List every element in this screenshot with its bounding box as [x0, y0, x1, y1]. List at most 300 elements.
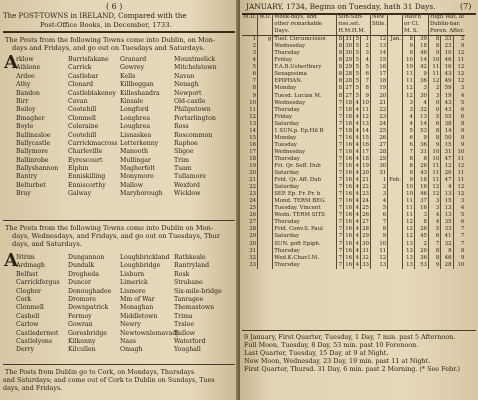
- calendar-cell: 30: [414, 93, 428, 100]
- calendar-cell: 11: [453, 156, 465, 163]
- calendar-cell: 29: [345, 64, 353, 71]
- calendar-cell: 12: [402, 233, 414, 240]
- calendar-cell: 9: [453, 135, 465, 142]
- town-name: Goresbridge: [68, 329, 107, 337]
- town-column: [68, 56, 118, 199]
- divider: [3, 220, 235, 221]
- calendar-cell: 3: [252, 50, 257, 57]
- town-name: Rantryland: [174, 262, 210, 270]
- calendar-cell: 3: [414, 85, 428, 92]
- calendar-cell: [258, 107, 273, 114]
- header-cell: Dublin-bar.: [428, 21, 465, 28]
- header-cell: M. S.: [402, 28, 428, 36]
- calendar-cell: 5: [354, 64, 361, 71]
- calendar-cell: 29: [362, 233, 369, 240]
- town-column: [174, 254, 222, 355]
- calendar-row: [242, 50, 465, 57]
- calendar-cell: 5: [428, 226, 440, 233]
- calendar-cell: 10: [370, 241, 387, 248]
- calendar-cell: 46: [414, 191, 428, 198]
- calendar-cell: EPIPHAN.: [273, 78, 337, 85]
- calendar-cell: 30: [362, 240, 369, 247]
- calendar-cell: 55: [441, 114, 453, 121]
- header-cell: [388, 28, 403, 36]
- header-cell: Watch: [402, 14, 428, 21]
- calendar-cell: [258, 85, 273, 92]
- town-name: Cashell: [16, 312, 40, 320]
- town-name: rklow: [16, 56, 34, 63]
- calendar-cell: Tuef. Circumcision: [273, 36, 337, 44]
- town-name: Strabane: [174, 279, 203, 287]
- calendar-cell: 4: [354, 149, 361, 156]
- calendar-cell: 4: [354, 191, 361, 198]
- calendar-cell: 8: [428, 43, 440, 50]
- town-name: Navan: [174, 72, 195, 80]
- calendar-cell: 16: [249, 141, 257, 148]
- calendar-cell: [388, 248, 403, 255]
- calendar-cell: 13: [370, 262, 387, 269]
- header-cell: New: [370, 14, 387, 21]
- calendar-cell: 7: [337, 262, 344, 269]
- calendar-cell: 28: [362, 226, 369, 233]
- calendar-cell: [388, 93, 403, 100]
- calendar-cell: 14: [441, 128, 453, 135]
- calendar-cell: 7: [337, 163, 344, 170]
- calendar-cell: 49: [441, 78, 453, 85]
- calendar-cell: [388, 156, 403, 163]
- calendar-cell: 27: [370, 142, 387, 149]
- footer-line: days, and Fridays.: [3, 384, 63, 392]
- calendar-cell: 5: [252, 64, 257, 71]
- calendar-cell: 10: [428, 156, 440, 163]
- calendar-cell: 7: [337, 212, 344, 219]
- calendar-cell: 8: [441, 248, 453, 255]
- calendar-cell: 15: [370, 57, 387, 64]
- town-name: Dromore: [68, 295, 96, 303]
- calendar-cell: 22: [362, 184, 369, 191]
- intro-paragraph-line: days and Fridays, and go out on Tuesdays and Saturdays.: [12, 44, 205, 52]
- calendar-cell: [258, 163, 273, 170]
- calendar-cell: 47: [441, 177, 453, 184]
- calendar-row: [242, 107, 465, 114]
- calendar-cell: 8: [370, 226, 387, 233]
- drop-cap: A: [4, 250, 18, 271]
- calendar-cell: 6: [428, 233, 440, 240]
- calendar-cell: 8: [402, 36, 414, 44]
- calendar-row: [242, 163, 465, 170]
- town-name: Donoughadee: [68, 287, 112, 295]
- calendar-cell: 15: [362, 134, 369, 141]
- calendar-cell: 13: [441, 205, 453, 212]
- calendar-cell: 27: [362, 219, 369, 226]
- header-cell: [388, 21, 403, 28]
- calendar-cell: 23: [362, 191, 369, 198]
- calendar-cell: 16: [345, 184, 353, 191]
- town-name: Clonmell: [68, 114, 96, 122]
- calendar-cell: 24: [370, 121, 387, 128]
- calendar-cell: 3: [428, 205, 440, 212]
- town-name: Newport: [174, 89, 202, 97]
- calendar-cell: [388, 198, 403, 205]
- calendar-cell: 11: [370, 248, 387, 255]
- calendar-cell: 13: [441, 191, 453, 198]
- calendar-cell: [388, 114, 403, 121]
- town-name: Letterkenny: [120, 139, 159, 147]
- calendar-cell: 11: [428, 71, 440, 78]
- town-name: Youghall: [174, 346, 201, 354]
- town-name: Ardee: [16, 72, 35, 80]
- town-column: [120, 254, 180, 355]
- calendar-cell: 7: [252, 78, 257, 85]
- header-cell: H.M.H.M.: [337, 28, 371, 36]
- calendar-cell: 7: [337, 107, 344, 114]
- calendar-cell: 8: [337, 50, 344, 57]
- calendar-row: [242, 191, 465, 198]
- town-name: Carrickmacross: [68, 139, 118, 147]
- town-name: Mitchelstown: [174, 64, 217, 72]
- calendar-cell: [258, 205, 273, 212]
- calendar-cell: 4: [354, 163, 361, 170]
- calendar-row: [242, 64, 465, 71]
- calendar-cell: 4: [354, 226, 361, 233]
- calendar-cell: 28: [345, 71, 353, 78]
- moon-phase-line: Last Quarter, Tuesday, 15 Day, at 9 at Night.: [244, 349, 389, 357]
- calendar-cell: 7: [337, 198, 344, 205]
- town-name: Wicklow: [174, 190, 201, 198]
- calendar-cell: 7: [428, 241, 440, 248]
- footer-line: The Posts from Dublin go to Cork, on Mondays, Thursdays: [5, 368, 195, 376]
- calendar-row: [242, 226, 465, 233]
- calendar-cell: 4: [354, 184, 361, 191]
- calendar-cell: SEP. Ep. Fr. Pr. b: [273, 191, 337, 198]
- town-name: Downpatrick: [68, 304, 109, 312]
- calendar-cell: 4: [354, 135, 361, 142]
- calendar-cell: 5: [370, 205, 387, 212]
- header-cell: [258, 21, 273, 28]
- calendar-cell: Monday: [273, 135, 337, 142]
- calendar-cell: 45: [414, 233, 428, 240]
- calendar-row: [242, 71, 465, 78]
- calendar-cell: 4: [354, 212, 361, 219]
- calendar-cell: 27: [345, 92, 353, 99]
- calendar-cell: [258, 191, 273, 198]
- town-name: Enniskilling: [68, 173, 106, 181]
- calendar-cell: 4: [354, 248, 361, 255]
- calendar-cell: [388, 205, 403, 212]
- calendar-cell: 33: [441, 226, 453, 233]
- header-cell: [242, 21, 258, 28]
- header-cell: [388, 14, 403, 21]
- town-name: Castleblakeney: [68, 89, 116, 97]
- calendar-title: JANUARY, 1734, Begins on Tuesday, hath 31 Days.: [246, 2, 436, 11]
- calendar-cell: 2: [414, 241, 428, 248]
- calendar-cell: 18: [345, 120, 353, 127]
- calendar-cell: Saturday: [273, 170, 337, 177]
- moon-phase-line: Full Moon, Tuesday, 8 Day, 53 min. past 10 Forenoon.: [244, 341, 419, 349]
- calendar-cell: Saturday: [273, 121, 337, 128]
- calendar-cell: 7: [337, 248, 344, 255]
- calendar-cell: 11: [428, 163, 440, 170]
- calendar-cell: [388, 64, 403, 71]
- calendar-cell: [388, 233, 403, 240]
- town-name: Cootehill: [68, 131, 97, 139]
- town-name: Longhrea: [120, 114, 151, 122]
- town-name: Nenagh: [174, 81, 199, 89]
- moon-phase-line: 9 January, First Quarter, Tuesday, 1 Day, 7 min. past 5 Afternoon.: [244, 333, 456, 341]
- calendar-cell: [258, 156, 273, 163]
- calendar-cell: 23: [370, 114, 387, 121]
- town-name: Monaghan: [120, 304, 154, 312]
- calendar-cell: [388, 57, 403, 64]
- calendar-cell: 5: [428, 114, 440, 121]
- calendar-cell: 16: [345, 155, 353, 162]
- calendar-cell: 47: [441, 156, 453, 163]
- calendar-cell: 2: [428, 85, 440, 92]
- calendar-cell: 4: [354, 205, 361, 212]
- calendar-cell: 31: [345, 36, 353, 43]
- header-cell: [242, 28, 258, 36]
- calendar-cell: [258, 212, 273, 219]
- town-name: Naas: [120, 337, 136, 345]
- calendar-cell: [388, 241, 403, 248]
- calendar-cell: 7: [337, 205, 344, 212]
- header-cell: Days.: [273, 28, 337, 36]
- calendar-cell: [388, 71, 403, 78]
- calendar-cell: [388, 191, 403, 198]
- calendar-cell: 50: [441, 135, 453, 142]
- town-name: Mallow: [120, 181, 144, 189]
- town-name: Castledermot: [16, 329, 59, 337]
- header-cell: rise.set.: [337, 21, 371, 28]
- calendar-cell: [258, 233, 273, 240]
- town-name: Trima: [174, 312, 193, 320]
- calendar-cell: 15: [249, 134, 257, 141]
- calendar-cell: Thursday: [273, 156, 337, 163]
- calendar-cell: 10: [428, 57, 440, 64]
- calendar-cell: 4: [354, 255, 361, 262]
- calendar-row: [242, 114, 465, 121]
- calendar-cell: 9: [402, 43, 414, 50]
- calendar-cell: SUN. poft Epiph.: [273, 241, 337, 248]
- calendar-cell: 10: [249, 99, 257, 106]
- calendar-row: [242, 93, 465, 100]
- calendar-cell: 16: [345, 141, 353, 148]
- calendar-cell: 3: [428, 93, 440, 100]
- calendar-cell: 8: [337, 64, 344, 71]
- header-cell: M.D.: [243, 14, 257, 20]
- calendar-cell: [388, 163, 403, 170]
- calendar-cell: 8: [453, 248, 465, 255]
- calendar-cell: 5: [453, 212, 465, 219]
- calendar-cell: 9: [370, 233, 387, 240]
- calendar-cell: [388, 50, 403, 57]
- calendar-cell: 4: [402, 114, 414, 121]
- calendar-cell: 4: [354, 100, 361, 107]
- town-name: Roscommon: [174, 131, 213, 139]
- calendar-cell: 1 SUN.p. Ep.Hil B: [273, 128, 337, 135]
- calendar-row: [242, 57, 465, 64]
- calendar-cell: 6: [370, 212, 387, 219]
- calendar-cell: 9: [453, 128, 465, 135]
- town-name: Ballinrobe: [16, 156, 49, 164]
- calendar-cell: [388, 107, 403, 114]
- calendar-cell: Wedn. TERM SITS: [273, 212, 337, 219]
- calendar-cell: 22: [370, 107, 387, 114]
- town-name: Rathkeale: [174, 254, 206, 261]
- header-cell: Foren. After.: [429, 28, 465, 35]
- calendar-cell: 5: [354, 78, 361, 85]
- calendar-cell: 14: [362, 127, 369, 134]
- calendar-cell: 28: [345, 78, 353, 85]
- town-name: Ballymore: [16, 148, 48, 156]
- calendar-cell: 10: [362, 99, 369, 106]
- calendar-cell: 2: [252, 43, 257, 50]
- town-name: Lisburn: [120, 270, 145, 278]
- calendar-cell: 21: [249, 177, 257, 184]
- calendar-cell: 19: [370, 85, 387, 92]
- calendar-cell: [258, 121, 273, 128]
- calendar-cell: [388, 212, 403, 219]
- calendar-cell: 26: [414, 163, 428, 170]
- calendar-cell: g: [258, 36, 273, 44]
- calendar-cell: 32: [249, 254, 257, 261]
- calendar-cell: 21: [362, 177, 369, 184]
- calendar-header-row: [242, 21, 465, 28]
- calendar-cell: 13: [402, 255, 414, 262]
- calendar-cell: 3: [453, 85, 465, 92]
- calendar-cell: 30: [345, 50, 353, 57]
- calendar-cell: 30: [249, 240, 257, 247]
- calendar-cell: 18: [362, 155, 369, 162]
- calendar-cell: Thursday: [273, 262, 337, 269]
- town-name: Ross: [174, 123, 189, 131]
- calendar-cell: 12: [453, 163, 465, 170]
- calendar-cell: 16: [345, 177, 353, 184]
- town-name: Castlebar: [68, 72, 99, 80]
- town-list: [16, 56, 236, 216]
- calendar-cell: Frid. Conv.S. Paul: [273, 226, 337, 233]
- calendar-header-row: [242, 28, 465, 36]
- calendar-cell: 8: [428, 248, 440, 255]
- calendar-cell: 4: [354, 121, 361, 128]
- town-name: Birr: [16, 97, 29, 105]
- calendar-cell: 8: [252, 85, 257, 92]
- calendar-cell: 7: [370, 219, 387, 226]
- town-name: Maryborough: [120, 190, 163, 198]
- calendar-cell: 12: [453, 64, 465, 71]
- calendar-cell: Feb.: [389, 177, 401, 184]
- calendar-cell: 8: [428, 128, 440, 135]
- calendar-cell: 4: [354, 177, 361, 184]
- calendar-cell: 36: [414, 142, 428, 149]
- calendar-cell: 12: [428, 184, 440, 191]
- calendar-cell: 7: [337, 226, 344, 233]
- town-name: Waterford: [174, 337, 206, 345]
- drop-cap: A: [4, 52, 18, 73]
- town-name: Philipstown: [174, 106, 211, 114]
- calendar-cell: 13: [362, 120, 369, 127]
- calendar-cell: 13: [402, 248, 414, 255]
- calendar-cell: 20: [362, 170, 369, 177]
- calendar-cell: 12: [370, 36, 387, 44]
- calendar-cell: 7: [337, 255, 344, 262]
- calendar-cell: 18: [345, 113, 353, 120]
- calendar-cell: 16: [345, 219, 353, 226]
- header-cell: or Cl.: [402, 21, 428, 28]
- calendar-cell: 16: [345, 240, 353, 247]
- town-name: Kilkenny: [68, 337, 96, 345]
- calendar-cell: Mond. TERM BEG.: [273, 198, 337, 205]
- calendar-cell: 16: [345, 254, 353, 261]
- calendar-table: [242, 14, 465, 269]
- town-name: Ballinasloe: [16, 131, 51, 139]
- calendar-cell: [388, 149, 403, 156]
- town-name: Tullamore: [174, 173, 206, 181]
- calendar-cell: 11: [402, 205, 414, 212]
- calendar-cell: 3: [453, 198, 465, 205]
- town-column: [16, 56, 58, 199]
- calendar-cell: 6: [361, 71, 371, 78]
- town-name: Loughbridge: [120, 262, 161, 270]
- calendar-cell: 9: [453, 255, 465, 262]
- calendar-cell: 11: [402, 198, 414, 205]
- calendar-cell: 20: [370, 93, 387, 100]
- calendar-cell: 2: [453, 36, 465, 44]
- town-column: [120, 56, 163, 199]
- calendar-row: [242, 149, 465, 156]
- town-name: Mm of War: [120, 295, 155, 303]
- calendar-cell: 37: [414, 198, 428, 205]
- calendar-row: [242, 156, 465, 163]
- calendar-cell: [258, 71, 273, 78]
- calendar-cell: 12: [428, 78, 440, 85]
- calendar-cell: 33: [441, 36, 453, 44]
- calendar-cell: 7: [337, 177, 344, 184]
- town-name: Clonard: [68, 81, 94, 89]
- town-name: Magherfelt: [120, 165, 156, 173]
- calendar-cell: Thursday: [273, 50, 337, 57]
- town-name: Drogheda: [68, 270, 99, 278]
- calendar-cell: 5: [354, 50, 361, 57]
- calendar-cell: 7: [453, 226, 465, 233]
- header-cell: [258, 28, 273, 36]
- town-name: Monymore: [120, 173, 154, 181]
- calendar-cell: 8: [428, 255, 440, 262]
- town-name: Kells: [120, 72, 136, 80]
- calendar-cell: [258, 219, 273, 226]
- calendar-cell: 7: [337, 121, 344, 128]
- calendar-cell: 31: [370, 170, 387, 177]
- calendar-cell: 30: [370, 163, 387, 170]
- calendar-cell: 12: [249, 113, 257, 120]
- calendar-cell: 11: [402, 78, 414, 85]
- calendar-cell: 7: [337, 114, 344, 121]
- town-name: Ballyshannon: [16, 165, 59, 173]
- calendar-cell: 35: [441, 219, 453, 226]
- calendar-cell: 7: [361, 78, 371, 85]
- calendar-cell: Wednesday: [273, 149, 337, 156]
- calendar-cell: 1: [252, 36, 257, 43]
- town-name: Elphin: [68, 165, 89, 173]
- calendar-cell: 33: [249, 261, 257, 268]
- town-name: Killeshandra: [120, 89, 160, 97]
- calendar-cell: 8: [361, 85, 371, 92]
- calendar-cell: 39: [414, 36, 428, 44]
- calendar-row: [242, 85, 465, 92]
- calendar-cell: [388, 135, 403, 142]
- calendar-cell: 3: [428, 198, 440, 205]
- calendar-cell: 1: [370, 177, 387, 184]
